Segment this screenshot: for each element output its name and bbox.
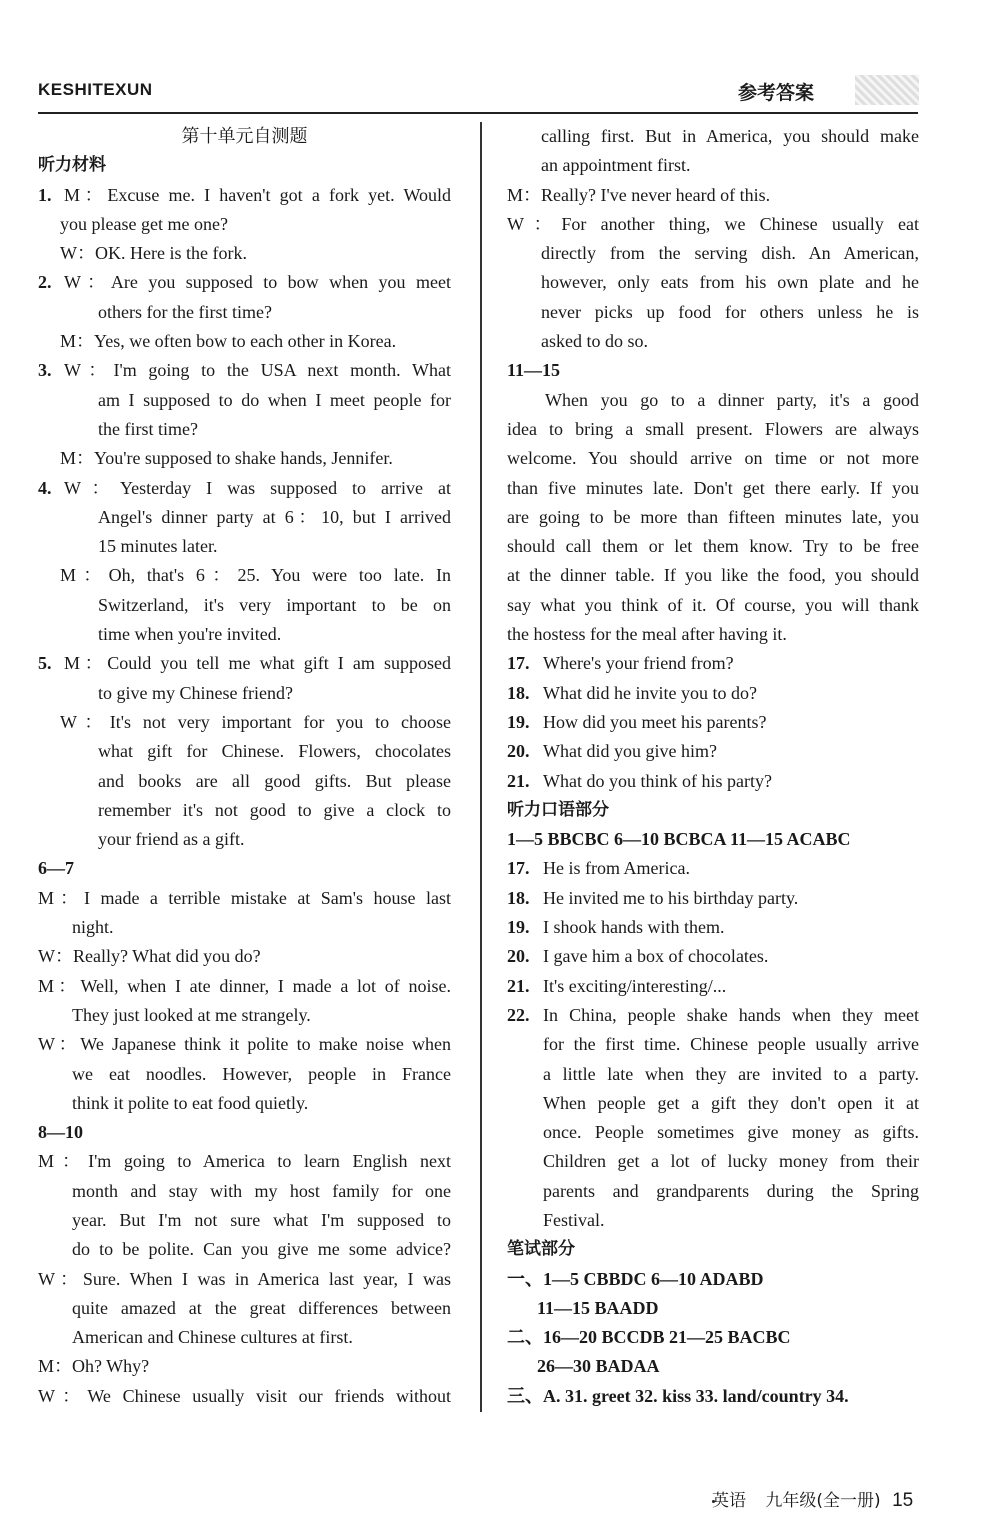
line-text: He is from America.: [543, 858, 690, 879]
line-text: 听力材料: [38, 155, 106, 176]
item-number: 20.: [507, 946, 530, 967]
text-line: [38, 298, 451, 327]
text-line: [38, 767, 451, 796]
line-text: the first time?: [98, 418, 198, 439]
text-line: [38, 796, 451, 825]
line-text: He invited me to his birthday party.: [543, 887, 799, 908]
line-text: M：I made a terrible mistake at Sam's house last: [38, 887, 451, 908]
line-text: am I supposed to do when I meet people for: [98, 389, 451, 410]
brand-name: KESHITEXUN: [38, 80, 153, 99]
line-text: When you go to a dinner party, it's a good: [545, 389, 919, 410]
line-text: remember it's not good to give a clock to: [98, 799, 451, 820]
item-number: 20.: [507, 741, 530, 762]
line-text: idea to bring a small present. Flowers are always: [507, 418, 919, 439]
text-line: [507, 561, 919, 590]
line-text: welcome. You should arrive on time or not more: [507, 448, 919, 469]
text-line: [38, 1147, 451, 1176]
line-text: W：Yesterday I was supposed to arrive at: [64, 477, 451, 498]
item-number: 19.: [507, 917, 530, 938]
line-text: Where's your friend from?: [543, 653, 734, 674]
text-line: [507, 268, 919, 297]
line-text: W：I'm going to the USA next month. What: [64, 360, 451, 381]
text-line: [507, 649, 919, 678]
line-text: time when you're invited.: [98, 624, 282, 645]
text-line: [507, 620, 919, 649]
text-line: [38, 1235, 451, 1264]
line-text: W：For another thing, we Chinese usually eat: [507, 213, 919, 234]
text-line: [507, 1323, 919, 1352]
text-line: [38, 884, 451, 913]
text-line: [507, 1030, 919, 1059]
text-line: [507, 1089, 919, 1118]
text-line: [507, 1382, 919, 1411]
item-number: 21.: [507, 975, 530, 996]
text-line: [507, 151, 919, 180]
line-text: W：We Japanese think it polite to make noise when: [38, 1034, 451, 1055]
line-text: M：You're supposed to shake hands, Jennifer.: [60, 448, 393, 469]
text-line: [507, 1177, 919, 1206]
line-text: 26—30 BADAA: [537, 1356, 660, 1377]
line-text: say what you think of it. Of course, you will thank: [507, 594, 919, 615]
line-text: 11—15: [507, 360, 561, 381]
text-line: [507, 942, 919, 971]
text-line: [38, 386, 451, 415]
text-line: [507, 854, 919, 883]
text-line: [38, 854, 451, 883]
text-line: [38, 1089, 451, 1118]
footer-subject: 英语: [712, 1491, 746, 1511]
text-line: [38, 1177, 451, 1206]
text-line: [507, 356, 919, 385]
item-number: 3.: [38, 360, 52, 381]
text-line: [38, 474, 451, 503]
text-line: [507, 1001, 919, 1030]
text-line: [507, 737, 919, 766]
line-text: 11—15 BAADD: [537, 1297, 659, 1318]
line-text: once. People sometimes give money as gifts.: [543, 1122, 919, 1143]
line-text: How did you meet his parents?: [543, 711, 767, 732]
text-line: [38, 591, 451, 620]
text-line: [38, 327, 451, 356]
text-line: [507, 1265, 919, 1294]
line-text: What did he invite you to do?: [543, 682, 757, 703]
line-text: M：Well, when I ate dinner, I made a lot of noise.: [38, 975, 451, 996]
text-line: [507, 239, 919, 268]
item-number: 18.: [507, 682, 530, 703]
line-text: American and Chinese cultures at first.: [72, 1327, 353, 1348]
line-text: 15 minutes later.: [98, 536, 218, 557]
text-line: [507, 972, 919, 1001]
line-text: M：Really? I've never heard of this.: [507, 184, 771, 205]
item-number: 18.: [507, 887, 530, 908]
text-line: [38, 1265, 451, 1294]
line-text: M：Oh, that's 6：25. You were too late. In: [60, 565, 451, 586]
text-line: [507, 210, 919, 239]
text-line: [507, 474, 919, 503]
item-number: 4.: [38, 477, 52, 498]
line-text: at the dinner table. If you like the food, you should: [507, 565, 919, 586]
text-line: [38, 913, 451, 942]
text-line: [38, 972, 451, 1001]
line-text: Children get a lot of lucky money from their: [543, 1151, 919, 1172]
text-line: [38, 1206, 451, 1235]
line-text: a little late when they are invited to a party.: [543, 1063, 919, 1084]
text-line: [38, 708, 451, 737]
line-text: should call them or let them know. Try to be free: [507, 536, 919, 557]
text-line: [507, 591, 919, 620]
text-line: [38, 620, 451, 649]
line-text: Angel's dinner party at 6：10, but I arrived: [98, 506, 451, 527]
text-line: [507, 1147, 919, 1176]
line-text: M：Oh? Why?: [38, 1356, 150, 1377]
text-line: [38, 1382, 451, 1411]
header-rule: [38, 112, 918, 114]
line-text: never picks up food for others unless he is: [541, 301, 919, 322]
line-text: When people get a gift they don't open it at: [543, 1092, 919, 1113]
text-line: [507, 532, 919, 561]
line-text: an appointment first.: [541, 155, 691, 176]
text-line: [38, 151, 451, 180]
line-text: I shook hands with them.: [543, 917, 725, 938]
line-text: W：OK. Here is the fork.: [60, 243, 247, 264]
text-line: [507, 1294, 919, 1323]
text-line: [38, 1323, 451, 1352]
item-number: 21.: [507, 770, 530, 791]
line-text: than five minutes late. Don't get there early. If you: [507, 477, 919, 498]
line-text: others for the first time?: [98, 301, 272, 322]
line-text: quite amazed at the great differences between: [72, 1297, 451, 1318]
line-text: parents and grandparents during the Spring: [543, 1180, 919, 1201]
text-line: [507, 1235, 919, 1264]
text-line: [38, 737, 451, 766]
line-text: 第十单元自测题: [181, 126, 308, 147]
text-line: [38, 268, 451, 297]
item-number: 5.: [38, 653, 52, 674]
line-text: however, only eats from his own plate and he: [541, 272, 919, 293]
text-line: [38, 210, 451, 239]
text-line: [507, 1352, 919, 1381]
line-text: 笔试部分: [507, 1239, 575, 1260]
line-text: W：Are you supposed to bow when you meet: [64, 272, 451, 293]
line-text: 8—10: [38, 1122, 83, 1143]
text-line: [38, 444, 451, 473]
line-text: 1—5 BBCBC 6—10 BCBCA 11—15 ACABC: [507, 829, 851, 850]
line-text: we eat noodles. However, people in France: [72, 1063, 451, 1084]
text-line: [507, 415, 919, 444]
text-line: [507, 708, 919, 737]
page-number: 15: [892, 1490, 914, 1511]
left-column: [38, 122, 451, 1411]
footer-grade: 九年级(全一册): [765, 1491, 881, 1511]
line-text: I gave him a box of chocolates.: [543, 946, 769, 967]
line-text: do to be polite. Can you give me some advice?: [72, 1239, 451, 1260]
line-text: your friend as a gift.: [98, 829, 245, 850]
text-line: [38, 1001, 451, 1030]
text-line: [38, 561, 451, 590]
line-text: asked to do so.: [541, 331, 648, 352]
column-divider: [480, 122, 482, 1412]
line-text: M：Excuse me. I haven't got a fork yet. Would: [64, 184, 451, 205]
line-text: 6—7: [38, 858, 74, 879]
text-line: [38, 239, 451, 268]
text-line: [507, 679, 919, 708]
text-line: [507, 1206, 919, 1235]
text-line: [507, 767, 919, 796]
text-line: [38, 1118, 451, 1147]
right-column: [507, 122, 919, 1411]
text-line: [507, 503, 919, 532]
text-line: [507, 913, 919, 942]
item-number: 2.: [38, 272, 52, 293]
line-text: W：Sure. When I was in America last year, I was: [38, 1268, 451, 1289]
line-text: W：Really? What did you do?: [38, 946, 261, 967]
text-line: [507, 1060, 919, 1089]
text-line: [507, 327, 919, 356]
line-text: 二、16—20 BCCDB 21—25 BACBC: [507, 1327, 791, 1348]
line-text: to give my Chinese friend?: [98, 682, 293, 703]
text-line: [38, 503, 451, 532]
text-line: [38, 1352, 451, 1381]
text-line: [38, 649, 451, 678]
section-title: 参考答案: [738, 82, 815, 104]
line-text: for the first time. Chinese people usually arrive: [543, 1034, 919, 1055]
line-text: year. But I'm not sure what I'm supposed to: [72, 1209, 451, 1230]
line-text: think it polite to eat food quietly.: [72, 1092, 309, 1113]
line-text: Switzerland, it's very important to be on: [98, 594, 451, 615]
item-number: 17.: [507, 858, 530, 879]
page-footer: [712, 1486, 913, 1512]
text-line: [38, 181, 451, 210]
header-decoration: [855, 75, 919, 105]
text-line: [38, 415, 451, 444]
line-text: calling first. But in America, you should make: [541, 126, 919, 146]
text-line: [507, 181, 919, 210]
line-text: you please get me one?: [60, 213, 228, 234]
line-text: month and stay with my host family for one: [72, 1180, 451, 1201]
text-line: [38, 1030, 451, 1059]
item-number: 1.: [38, 184, 52, 205]
line-text: They just looked at me strangely.: [72, 1004, 311, 1025]
text-line: [507, 884, 919, 913]
line-text: directly from the serving dish. An American,: [541, 243, 919, 264]
line-text: are going to be more than fifteen minutes late, you: [507, 506, 919, 527]
text-line: [38, 679, 451, 708]
text-line: [38, 825, 451, 854]
line-text: W：We Chinese usually visit our friends without: [38, 1385, 451, 1406]
line-text: 一、1—5 CBBDC 6—10 ADABD: [507, 1268, 764, 1289]
text-line: [507, 444, 919, 473]
line-text: M：Could you tell me what gift I am supposed: [64, 653, 451, 674]
line-text: It's exciting/interesting/...: [543, 975, 727, 996]
line-text: what gift for Chinese. Flowers, chocolates: [98, 741, 451, 762]
item-number: 22.: [507, 1004, 530, 1025]
item-number: 19.: [507, 711, 530, 732]
line-text: 听力口语部分: [507, 799, 609, 820]
line-text: 三、A. 31. greet 32. kiss 33. land/country 34.: [507, 1385, 849, 1406]
line-text: and books are all good gifts. But please: [98, 770, 451, 791]
text-line: [507, 386, 919, 415]
line-text: the hostess for the meal after having it.: [507, 624, 787, 645]
text-line: [38, 942, 451, 971]
item-number: 17.: [507, 653, 530, 674]
text-line: [507, 298, 919, 327]
text-line: [38, 122, 451, 151]
line-text: What do you think of his party?: [543, 770, 772, 791]
text-line: [38, 356, 451, 385]
line-text: W：It's not very important for you to choose: [60, 711, 451, 732]
line-text: M：Yes, we often bow to each other in Korea.: [60, 331, 397, 352]
text-line: [38, 532, 451, 561]
text-line: [507, 122, 919, 151]
text-line: [507, 1118, 919, 1147]
text-line: [38, 1060, 451, 1089]
text-line: [507, 796, 919, 825]
line-text: In China, people shake hands when they meet: [543, 1004, 919, 1025]
line-text: night.: [72, 917, 114, 938]
line-text: M：I'm going to America to learn English next: [38, 1151, 451, 1172]
text-line: [38, 1294, 451, 1323]
text-line: [507, 825, 919, 854]
line-text: What did you give him?: [543, 741, 717, 762]
line-text: Festival.: [543, 1209, 605, 1230]
